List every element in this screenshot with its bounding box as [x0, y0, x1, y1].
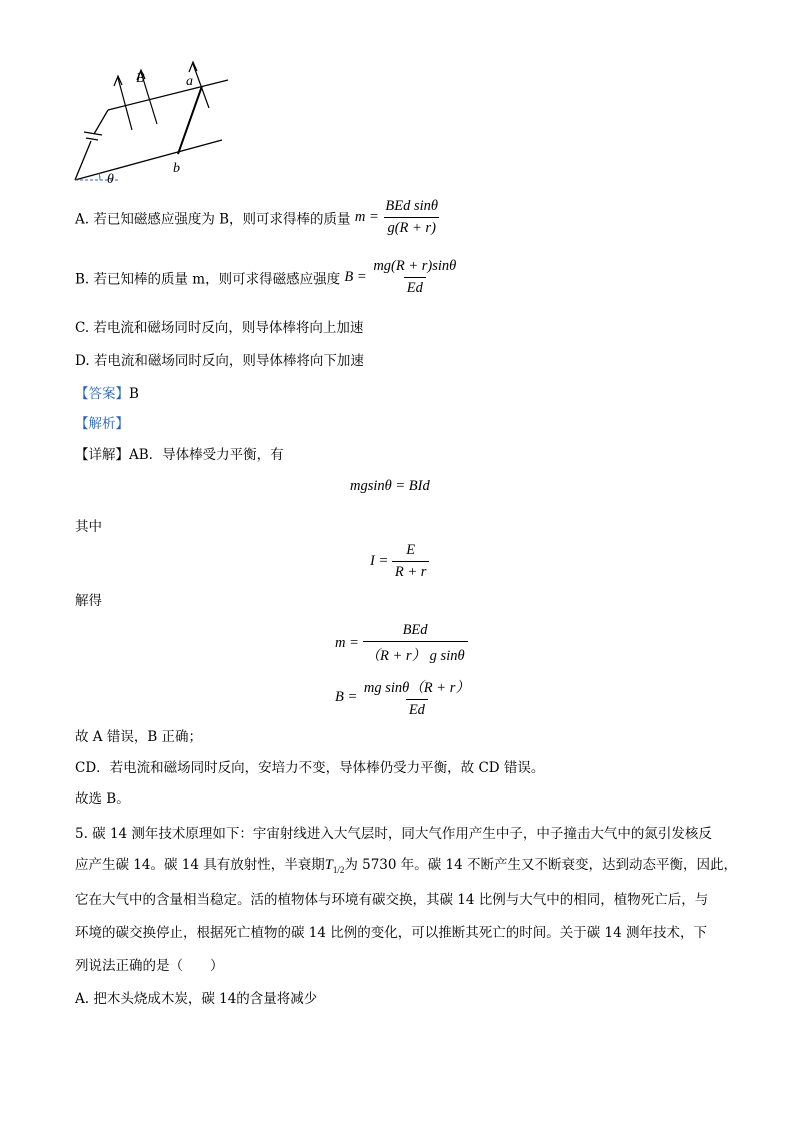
analysis-label: 【解析】 — [75, 416, 129, 432]
label-b: b — [173, 161, 180, 176]
equation-3 — [335, 622, 468, 665]
solve-text: 解得 — [75, 593, 102, 609]
label-a: a — [186, 74, 193, 89]
q5-option-a: A. 把木头烧成木炭，碳 14的含量将减少 — [75, 991, 318, 1007]
eq4-denominator: Ed — [406, 699, 428, 719]
option-a-denominator: g(R + r) — [384, 217, 438, 237]
eq3-denominator: （R + r） g sinθ — [363, 641, 468, 665]
label-theta: θ — [107, 172, 114, 187]
equation-2 — [370, 542, 429, 581]
option-a — [75, 198, 441, 237]
answer-value: B — [129, 386, 139, 402]
rod-ab — [178, 86, 202, 154]
eq2-fraction — [392, 542, 430, 581]
eq3-numerator: BEd — [402, 622, 428, 638]
option-b-denominator: Ed — [404, 277, 426, 297]
battery-plate-long — [84, 132, 102, 135]
answer-line — [75, 382, 139, 402]
equation-4 — [335, 676, 473, 719]
q5-line-4: 环境的碳交换停止，根据死亡植物的碳 14 比例的变化，可以推断其死亡的时间。关于碳 14 测年技术，下 — [75, 925, 708, 941]
detail-label: 【详解】 — [75, 447, 129, 463]
detail-intro-text: AB．导体棒受力平衡，有 — [129, 447, 284, 463]
eq4-fraction — [361, 676, 473, 719]
eq3-lhs: m = — [335, 635, 359, 651]
answer-label: 【答案】 — [75, 386, 129, 402]
angle-arc — [99, 173, 100, 180]
option-d: D. 若电流和磁场同时反向，则导体棒将向下加速 — [75, 353, 364, 369]
option-a-text: A. 若已知磁感应强度为 B，则可求得棒的质量 — [75, 211, 351, 228]
half-life-symbol — [325, 857, 345, 873]
left-wire — [94, 110, 108, 134]
q5-line-2-post: 为 5730 年。碳 14 不断产生又不断衰变，达到动态平衡，因此， — [344, 857, 738, 873]
detail-intro — [75, 443, 284, 463]
q5-line-1: 5. 碳 14 测年技术原理如下：宇宙射线进入大气层时，同大气作用产生中子，中子撞击大气中的氮引发核反 — [75, 826, 712, 842]
where-text: 其中 — [75, 519, 102, 535]
option-c: C. 若电流和磁场同时反向，则导体棒将向上加速 — [75, 320, 364, 336]
option-a-formula — [354, 198, 441, 236]
q5-line-3: 它在大气中的含量相当稳定。活的植物体与环境有碳交换，其碳 14 比例与大气中的相同，植物死亡后，与 — [75, 892, 709, 908]
circuit-diagram — [70, 58, 240, 188]
conclusion-1: 故 A 错误，B 正确； — [75, 729, 203, 745]
option-b — [75, 258, 459, 297]
option-b-fraction — [370, 258, 459, 297]
half-life-sub: 1/2 — [332, 864, 345, 875]
eq4-lhs: B = — [335, 689, 358, 705]
eq4-numerator: mg sinθ（R + r） — [363, 680, 470, 696]
q5-line-2 — [75, 853, 737, 875]
cd-explanation: CD．若电流和磁场同时反向，安培力不变，导体棒仍受力平衡，故 CD 错误。 — [75, 760, 545, 776]
option-a-lhs: m = — [354, 209, 379, 225]
battery-plate-short — [86, 138, 98, 140]
eq2-lhs: I = — [370, 553, 389, 569]
eq3-fraction — [363, 622, 468, 665]
q5-line-5: 列说法正确的是（ ） — [75, 958, 224, 974]
equation-1: mgsinθ = BId — [350, 478, 430, 494]
lower-rail — [75, 140, 222, 180]
q5-line-2-pre: 应产生碳 14。碳 14 具有放射性，半衰期 — [75, 857, 325, 873]
option-b-numerator: mg(R + r)sinθ — [373, 258, 457, 274]
option-a-numerator: BEd sinθ — [385, 198, 438, 214]
half-life-T: T — [324, 857, 333, 873]
left-wire-lower — [75, 141, 91, 180]
eq2-numerator: E — [406, 542, 416, 558]
label-B: B — [136, 71, 145, 86]
option-a-fraction — [382, 198, 441, 237]
eq2-denominator: R + r — [392, 561, 430, 581]
final-choice: 故选 B。 — [75, 791, 130, 807]
option-b-lhs: B = — [344, 269, 367, 285]
option-b-text: B. 若已知棒的质量 m，则可求得磁感应强度 — [75, 271, 341, 288]
